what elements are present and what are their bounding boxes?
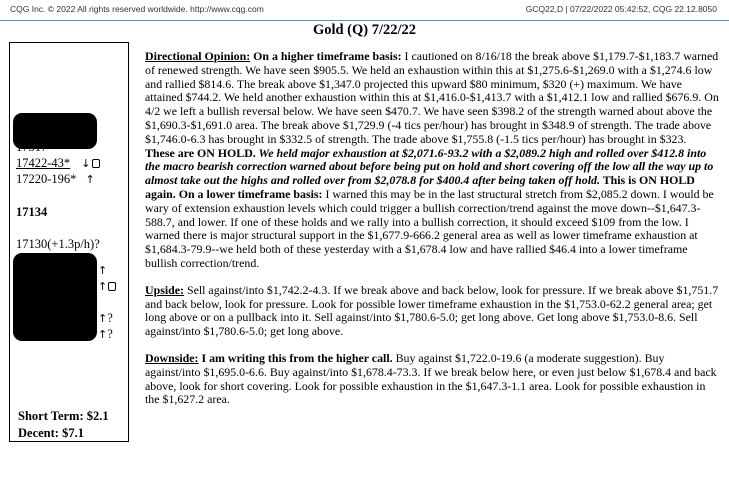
- up-arrow-icon: ↑: [85, 173, 95, 186]
- redaction-block-top: [13, 113, 97, 149]
- upside-text: Sell against/into $1,742.2-4.3. If we break above and back below, look for pressure. If we break above $1,751.7 and back below, look for pressure. Look for possible lower timeframe exhaustion in the $1,753.0-62.2 general area; get long above or on a pullback into it. Sell against/into $1,780.6-5.0; get long above. Get long above $1,753.0-8.6. Sell against/into $1,780.6-5.0; get long above.: [145, 282, 719, 339]
- up-arrow-question-icon: ↑?: [98, 311, 113, 325]
- levels-sidebar: [9, 42, 129, 442]
- downside-lead: I am writing this from the higher call.: [198, 350, 393, 365]
- downside-heading: Downside:: [145, 350, 199, 365]
- directional-hold-note: These are ON HOLD.: [145, 145, 256, 160]
- upside-section: [145, 284, 719, 339]
- header-bar: [0, 0, 729, 21]
- up-arrow-question-icon: ↑?: [98, 327, 113, 341]
- directional-lead: On a higher timeframe basis:: [253, 49, 402, 63]
- directional-text-1: I cautioned on 8/16/18 the break above $1,179.7-$1,183.7 warned of renewed strength. We have seen $905.5. We held an exhaustion within this at $1,275.6-$1,269.0 with a $1,274.6 low and rallied $814.6. The break above $1,347.0 projected this upward $80 minimum, $320 (+) maximum. We have attained $744.2. We held another exhaustion within this at $1,416.0-$1,413.7 with a $1,412.1 low and rallied $676.9. On 4/2 we left a bullish reversal below. We have seen $470.7. We have seen $398.2 of the strength warned about above the $1,690.3-$1,691.0 area. The break above $1,729.9 (-4 tics per/hour) has brought in $348.9 of strength. The trade above $1,746.0-6.3 has brought in $332.5 of strength. The trade above $1,755.8 (-1.5 tics per/hour) has brought in $323.: [145, 49, 719, 146]
- directional-exhaustion-note: We held major exhaustion at $2,071.6-93.2 with a $2,089.2 high and rolled over $412.8 into the macro bearish correction warned about before being put on hold and short covering off the low all the way up to almost take out the highs and rolled over from $2,078.8 for $400.4 after being taken off hold.: [145, 145, 714, 188]
- downside-text: Buy against $1,722.0-19.6 (a moderate suggestion). Buy against/into $1,695.0-6.6. Buy against/into $1,678.4-73.3. If we break below here, or even just below $1,678.4 and back above, look for short covering. Look for possible exhaustion in the $1,647.3-1.1 area. Look for possible exhaustion in the $1,627.2 area.: [145, 350, 717, 407]
- chart-icon: [92, 159, 100, 168]
- decent-value: Decent: $7.1: [18, 426, 84, 440]
- sidebar-level-4: 17130(+1.3p/h)?: [16, 237, 100, 251]
- directional-heading: Directional Opinion:: [145, 49, 251, 63]
- commentary-body: [145, 50, 719, 420]
- sidebar-level-1: 17422-43* ↓: [16, 156, 100, 171]
- short-term-value: Short Term: $2.1: [18, 409, 109, 423]
- copyright-text: CQG Inc. © 2022 All rights reserved worldwide. http://www.cqg.com: [10, 4, 264, 14]
- sidebar-level-2: 17220-196* ↑: [16, 172, 95, 186]
- symbol-timestamp: GCQ22,D | 07/22/2022 05:42:52, CQG 22.12.8050: [525, 4, 717, 14]
- upside-heading: Upside:: [145, 282, 184, 297]
- up-arrow-icon: ↑: [98, 264, 108, 277]
- up-arrow-chart-icon: ↑: [98, 279, 116, 294]
- directional-section: [145, 50, 719, 271]
- page-title: Gold (Q) 7/22/22: [312, 22, 417, 38]
- directional-lower-timeframe: This is ON HOLD again. On a lower timeframe basis:: [145, 173, 695, 201]
- sidebar-current-price: 17134: [16, 205, 48, 219]
- directional-text-2: I warned this may be in the last structural stretch from $2,085.2 down. I would be wary of extension exhaustion levels which could trigger a bullish correction/trend against the move down--$1,647.3-588.7, and lower. If one of these holds and we rally into a bullish correction, it should exceed $109 from the low. I warned there is major structural support in the $1,677.9-666.2 general area as well as lower timeframe exhaustion at $1,684.3-79.9--we held both of these yesterday with a $1,678.4 low and have rallied $46.4 into a lower timeframe bullish correction/trend.: [145, 186, 714, 270]
- down-arrow-icon: ↓: [81, 157, 91, 170]
- redaction-block-bottom: [13, 253, 97, 341]
- downside-section: [145, 352, 719, 407]
